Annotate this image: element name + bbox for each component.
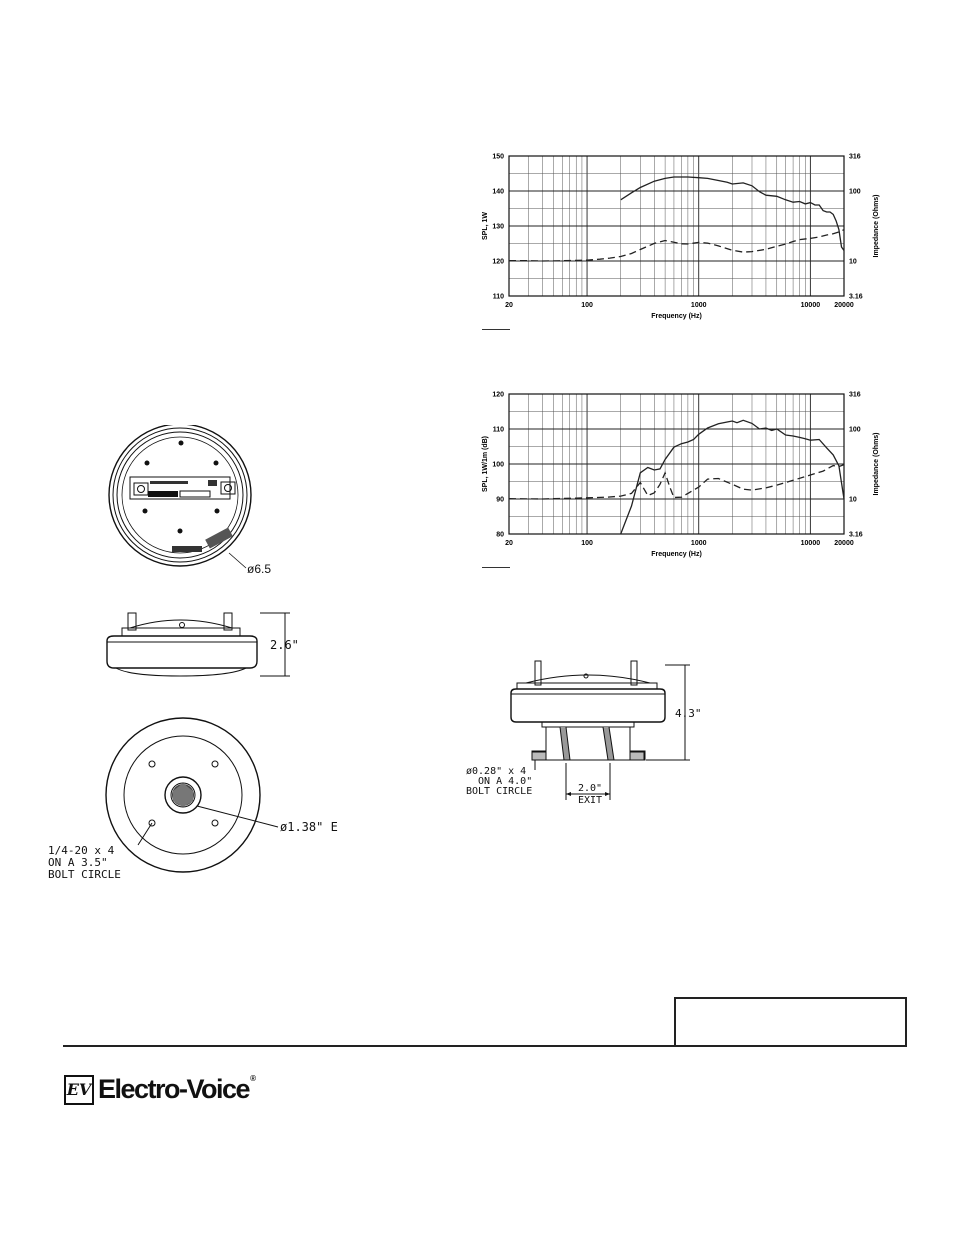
adapter-height-label: 4.3" bbox=[675, 707, 702, 720]
x-tick-label: 100 bbox=[581, 302, 593, 309]
y2-tick-label: 316 bbox=[849, 153, 861, 161]
front-diameter-label: ø6.5 bbox=[247, 562, 272, 576]
x-tick-label: 10000 bbox=[800, 302, 821, 309]
y2-tick-label: 100 bbox=[849, 426, 861, 434]
y2-tick-label: 316 bbox=[849, 391, 861, 399]
y-tick-label: 120 bbox=[492, 391, 504, 399]
y-tick-label: 110 bbox=[492, 293, 504, 301]
y2-tick-label: 100 bbox=[849, 188, 861, 196]
chart-2-svg bbox=[470, 386, 880, 566]
y2-axis-label: Impedance (Ohms) bbox=[873, 432, 880, 496]
x-axis-label: Frequency (Hz) bbox=[651, 551, 702, 558]
x-tick-label: 20000 bbox=[834, 540, 854, 547]
y-tick-label: 130 bbox=[492, 223, 504, 231]
back-bolt-label: 1/4-20 x 4 ON A 3.5" BOLT CIRCLE bbox=[48, 844, 121, 881]
adapter-exit-dim: 2.0" bbox=[578, 783, 603, 794]
y2-tick-label: 3.16 bbox=[849, 293, 863, 301]
y-tick-label: 80 bbox=[496, 531, 504, 539]
y-tick-label: 90 bbox=[496, 496, 504, 504]
ev-logo-mark: EV bbox=[64, 1075, 94, 1105]
front-view-drawing bbox=[100, 425, 290, 585]
legend-rule-2 bbox=[482, 567, 510, 568]
x-tick-label: 100 bbox=[581, 540, 593, 547]
x-tick-label: 20 bbox=[505, 540, 513, 547]
y2-tick-label: 3.16 bbox=[849, 531, 863, 539]
chart-1-svg bbox=[470, 148, 880, 328]
info-box bbox=[674, 997, 907, 1047]
x-axis-label: Frequency (Hz) bbox=[651, 313, 702, 320]
chart-spl-1w-1m bbox=[470, 386, 880, 566]
x-tick-label: 1000 bbox=[690, 302, 707, 309]
y2-axis-label: Impedance (Ohms) bbox=[873, 194, 880, 258]
y-axis-label: SPL, 1W bbox=[482, 211, 489, 241]
adapter-exit-label: EXIT bbox=[578, 795, 603, 806]
y-axis-label: SPL, 1W/1m (dB) bbox=[482, 435, 489, 493]
chart-spl-1w bbox=[470, 148, 880, 328]
logo-text: Electro-Voice bbox=[98, 1074, 250, 1104]
side-height-label: 2.6" bbox=[270, 638, 299, 652]
footer-rule bbox=[63, 1045, 905, 1047]
back-throat-label: ø1.38" E bbox=[280, 820, 338, 834]
back-view-drawing bbox=[100, 715, 330, 880]
logo-registered: ® bbox=[250, 1074, 255, 1083]
adapter-bolt-label: ø0.28" x 4 ON A 4.0" BOLT CIRCLE bbox=[466, 766, 533, 797]
y-tick-label: 100 bbox=[492, 461, 504, 469]
y2-tick-label: 10 bbox=[849, 258, 857, 266]
electro-voice-logo bbox=[64, 1074, 254, 1105]
logo-wordmark bbox=[98, 1074, 254, 1105]
series-impedance-line bbox=[509, 465, 844, 499]
y-tick-label: 120 bbox=[492, 258, 504, 266]
series-impedance-line bbox=[509, 230, 844, 261]
y-tick-label: 150 bbox=[492, 153, 504, 161]
x-tick-label: 20000 bbox=[834, 302, 854, 309]
y-tick-label: 110 bbox=[492, 426, 504, 434]
y2-tick-label: 10 bbox=[849, 496, 857, 504]
y-tick-label: 140 bbox=[492, 188, 504, 196]
x-tick-label: 20 bbox=[505, 302, 513, 309]
x-tick-label: 10000 bbox=[800, 540, 821, 547]
legend-rule-1 bbox=[482, 329, 510, 330]
x-tick-label: 1000 bbox=[690, 540, 707, 547]
